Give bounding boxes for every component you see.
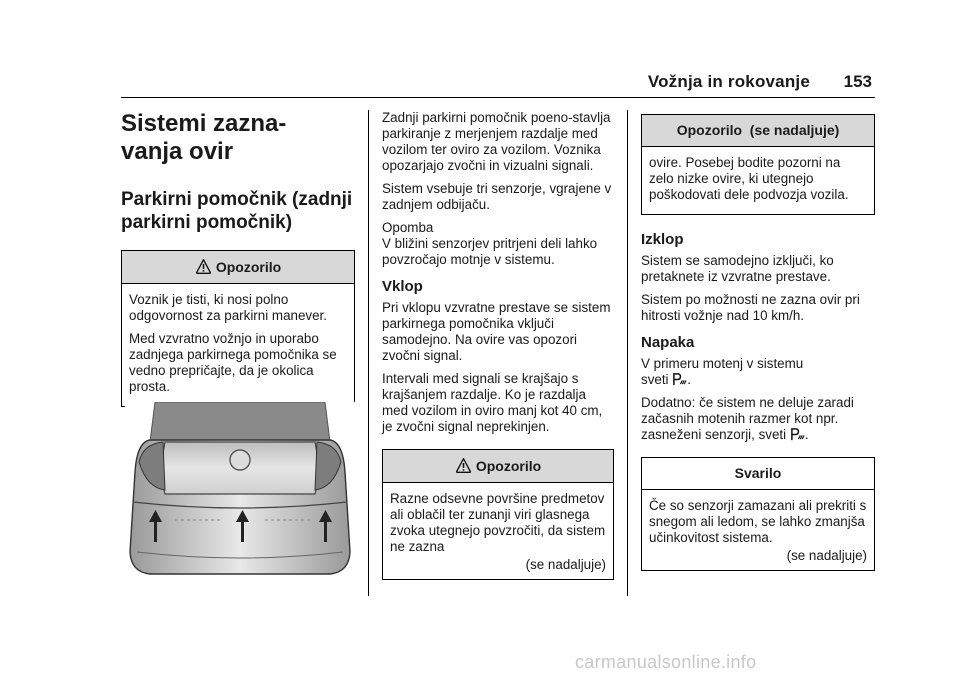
warning-box-body	[642, 147, 874, 214]
continued-label: (se nadaljuje)	[786, 548, 867, 563]
column-1	[121, 108, 355, 407]
caution-box-header	[642, 458, 874, 490]
paragraph: Sistem se samodejno izključi, ko pretaknete iz vzvratne prestave.	[641, 253, 834, 284]
warning-box-header	[122, 251, 354, 284]
heading-napaka: Napaka	[641, 334, 695, 351]
warning-box-header	[383, 450, 613, 483]
paragraph: Pri vklopu vzvratne prestave se sistem parkirnega pomočnika vključi samodejno. Na ovire vas opozori zvočni signal.	[382, 300, 611, 363]
warning-title: Opozorilo (se nadaljuje)	[676, 122, 840, 138]
page-number: 153	[843, 72, 872, 91]
parking-assist-icon	[790, 427, 805, 441]
caution-title: Svarilo	[734, 465, 782, 481]
paragraph: Sistem po možnosti ne zazna ovir pri hitrosti vožnje nad 10 km/h.	[641, 292, 860, 323]
column-2	[382, 110, 614, 580]
column-divider	[368, 110, 369, 596]
warning-title: Opozorilo	[475, 457, 542, 474]
paragraph: Zadnji parkirni pomočnik poeno-stavlja parkiranje z merjenjem razdalje med vozilom ter oviro za vozilom. Voznika opozarjajo zvočni in vizualni signali.	[382, 110, 611, 173]
section-title	[121, 110, 355, 166]
header-rule	[121, 97, 875, 98]
subsection-title-line: parkirni pomočnik)	[121, 212, 293, 233]
heading-izklop: Izklop	[641, 231, 684, 248]
paragraph: V primeru motenj v sistemu sveti .	[641, 356, 804, 387]
caution-box-body	[642, 490, 874, 570]
section-title-line: vanja ovir	[121, 138, 234, 165]
paragraph: Sistem vsebuje tri senzorje, vgrajene v zadnjem odbijaču.	[382, 181, 612, 212]
car-rear-sensors-illustration	[125, 402, 355, 582]
paragraph-text: Dodatno: če sistem ne deluje zaradi začasnih motenih razmer kot npr.	[641, 395, 854, 426]
column-divider	[627, 110, 628, 596]
page-header-title: Vožnja in rokovanje	[647, 72, 810, 91]
subsection-title-line: Parkirni pomočnik (zadnji	[121, 189, 353, 210]
section-title-line: Sistemi zazna-	[121, 110, 287, 137]
parking-assist-icon	[672, 372, 687, 386]
page-header	[0, 0, 960, 100]
subsection-title	[121, 188, 355, 234]
warning-box-continued	[641, 114, 875, 215]
note-text: V bližini senzorjev pritrjeni deli lahko povzročajo motnje v sistemu.	[382, 236, 598, 267]
warning-box-body	[383, 483, 613, 579]
warning-box-header	[642, 115, 874, 147]
note-label: Opomba	[382, 220, 434, 235]
continued-label: (se nadaljuje)	[525, 557, 606, 572]
paragraph: Dodatno: če sistem ne deluje zaradi začasnih motenih razmer kot npr. zasneženi senzorji, sveti .	[641, 395, 854, 442]
caution-box	[641, 457, 875, 571]
paragraph-text: zasneženi senzorji, sveti	[641, 427, 787, 442]
warning-box	[121, 250, 355, 407]
paragraph: Intervali med signali se krajšajo s krajšanjem razdalje. Ko je razdalja med vozilom in oviro manj kot 40 cm, je zvočni signal neprekinjen.	[382, 371, 603, 434]
warning-text: Razne odsevne površine predmetov ali oblačil ter zunanji viri glasnega zvoka utegnejo povzročiti, da sistem ne zazna	[390, 491, 606, 554]
warning-text: Voznik je tisti, ki nosi polno odgovornost za parkirni manever.	[129, 292, 327, 323]
paragraph-text: V primeru motenj v sistemu	[641, 356, 804, 371]
warning-icon	[195, 258, 212, 275]
warning-box-body	[122, 284, 354, 406]
warning-icon	[455, 457, 472, 474]
warning-text: ovire. Posebej bodite pozorni na zelo nizke ovire, ki utegnejo poškodovati dele podvozja vozila.	[649, 155, 849, 202]
column-3	[641, 114, 875, 571]
watermark: carmanualsonline.info	[575, 652, 757, 672]
paragraph-text: sveti	[641, 372, 669, 387]
warning-title: Opozorilo	[215, 258, 282, 275]
caution-text: Če so senzorji zamazani ali prekriti s snegom ali ledom, se lahko zmanjša učinkovitost sistema.	[649, 498, 867, 545]
warning-text: Med vzvratno vožnjo in uporabo zadnjega parkirnega pomočnika se vedno prepričajte, da je okolica prosta.	[129, 331, 337, 394]
warning-box	[382, 449, 614, 580]
heading-vklop: Vklop	[382, 278, 423, 295]
